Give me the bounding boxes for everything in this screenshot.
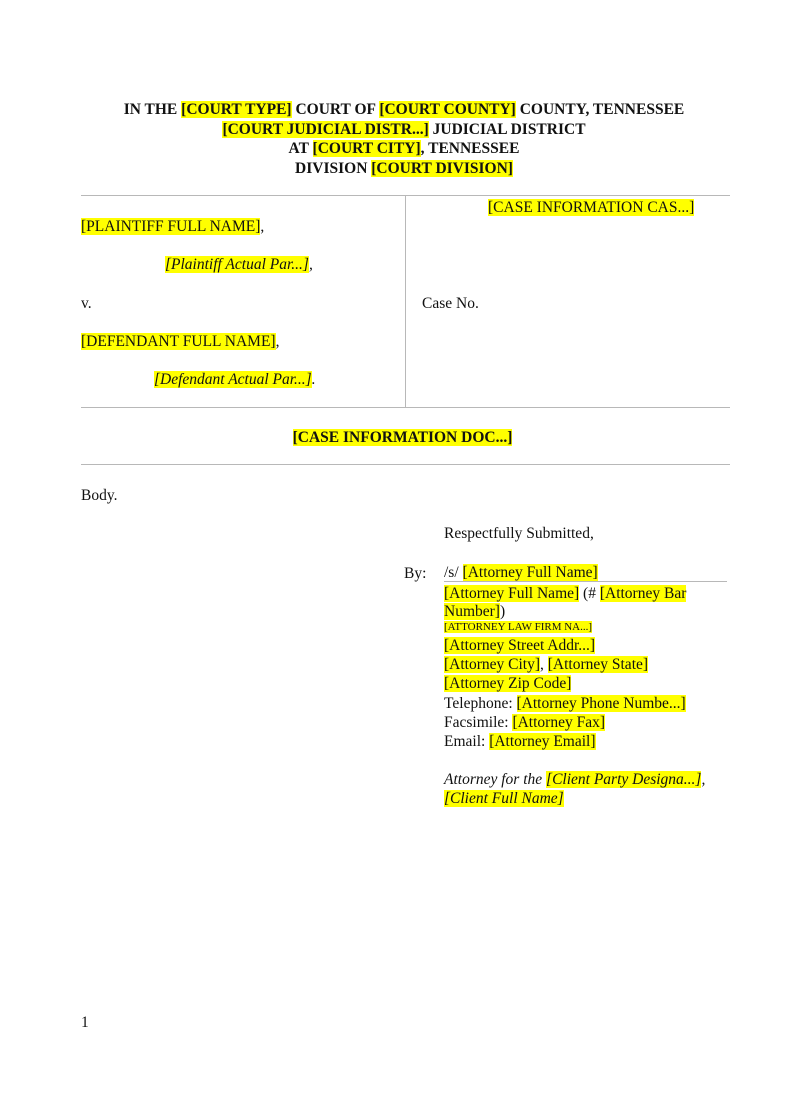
document-title-field[interactable]: [CASE INFORMATION DOC...] bbox=[292, 429, 513, 446]
fax-field[interactable]: [Attorney Fax] bbox=[512, 714, 605, 731]
court-city-field[interactable]: [COURT CITY] bbox=[312, 140, 421, 157]
caption-bottom-rule bbox=[81, 407, 730, 408]
city-field[interactable]: [Attorney City] bbox=[444, 656, 540, 673]
attorney-name-field[interactable]: [Attorney Full Name] bbox=[444, 585, 580, 602]
court-header-line-3: AT [COURT CITY], TENNESSEE bbox=[288, 140, 520, 157]
telephone-line: Telephone: [Attorney Phone Numbe...] bbox=[444, 695, 686, 712]
case-info-cas-field[interactable]: [CASE INFORMATION CAS...] bbox=[488, 199, 695, 216]
telephone-field[interactable]: [Attorney Phone Numbe...] bbox=[516, 695, 686, 712]
attorney-for-line: Attorney for the [Client Party Designa...], bbox=[444, 771, 706, 788]
court-header-line-2: [COURT JUDICIAL DISTR...] JUDICIAL DISTRICT bbox=[222, 120, 586, 138]
bar-number-line: Number]) bbox=[444, 603, 506, 620]
fax-line: Facsimile: [Attorney Fax] bbox=[444, 714, 605, 731]
signature-rule bbox=[444, 581, 727, 582]
document-title bbox=[0, 428, 800, 448]
defendant-party-field[interactable]: [Defendant Actual Par...] bbox=[154, 371, 312, 388]
attorney-name-line: [Attorney Full Name] (# [Attorney Bar bbox=[444, 585, 687, 602]
law-firm-field[interactable]: [ATTORNEY LAW FIRM NA...] bbox=[444, 621, 593, 633]
court-type-field[interactable]: [COURT TYPE] bbox=[181, 101, 292, 118]
zip-field[interactable]: [Attorney Zip Code] bbox=[444, 675, 572, 692]
court-division-field[interactable]: [COURT DIVISION] bbox=[371, 159, 513, 177]
email-field[interactable]: [Attorney Email] bbox=[489, 733, 596, 750]
defendant-party: [Defendant Actual Par...]. bbox=[154, 371, 316, 388]
court-county-field[interactable]: [COURT COUNTY] bbox=[379, 101, 516, 118]
title-rule bbox=[81, 464, 730, 465]
court-header-line-1: IN THE [COURT TYPE] COURT OF [COURT COUNTY] COUNTY, TENNESSEE bbox=[123, 101, 685, 118]
client-name-field[interactable]: [Client Full Name] bbox=[444, 790, 564, 807]
plaintiff-name: [PLAINTIFF FULL NAME], bbox=[81, 218, 265, 235]
signature-line: /s/ [Attorney Full Name] bbox=[444, 564, 598, 581]
signature-name-field[interactable]: [Attorney Full Name] bbox=[462, 564, 598, 581]
street-line bbox=[444, 636, 595, 655]
case-info-cas bbox=[488, 198, 694, 217]
case-no-label: Case No. bbox=[422, 295, 479, 312]
page-number: 1 bbox=[81, 1014, 89, 1031]
court-header bbox=[0, 100, 800, 178]
email-line: Email: [Attorney Email] bbox=[444, 733, 596, 750]
plaintiff-name-field[interactable]: [PLAINTIFF FULL NAME] bbox=[81, 218, 261, 235]
court-header-line-4: DIVISION [COURT DIVISION] bbox=[295, 159, 513, 177]
city-state-line: [Attorney City], [Attorney State] bbox=[444, 656, 649, 673]
bar-number-field-1[interactable]: [Attorney Bar bbox=[599, 585, 687, 602]
plaintiff-party: [Plaintiff Actual Par...], bbox=[165, 256, 313, 273]
zip-line bbox=[444, 674, 571, 693]
by-label: By: bbox=[404, 565, 427, 582]
client-name-line bbox=[444, 789, 564, 808]
body-text: Body. bbox=[81, 487, 118, 504]
law-firm-line bbox=[444, 620, 592, 634]
state-field[interactable]: [Attorney State] bbox=[547, 656, 649, 673]
caption-divider bbox=[405, 195, 406, 407]
bar-number-field-2[interactable]: Number] bbox=[444, 603, 500, 620]
judicial-district-field[interactable]: [COURT JUDICIAL DISTR...] bbox=[222, 120, 429, 138]
closing: Respectfully Submitted, bbox=[444, 525, 594, 542]
defendant-name: [DEFENDANT FULL NAME], bbox=[81, 333, 280, 350]
versus-label: v. bbox=[81, 295, 92, 312]
plaintiff-party-field[interactable]: [Plaintiff Actual Par...] bbox=[165, 256, 309, 273]
client-party-field[interactable]: [Client Party Designa...] bbox=[546, 771, 702, 788]
defendant-name-field[interactable]: [DEFENDANT FULL NAME] bbox=[81, 333, 276, 350]
street-field[interactable]: [Attorney Street Addr...] bbox=[444, 637, 596, 654]
